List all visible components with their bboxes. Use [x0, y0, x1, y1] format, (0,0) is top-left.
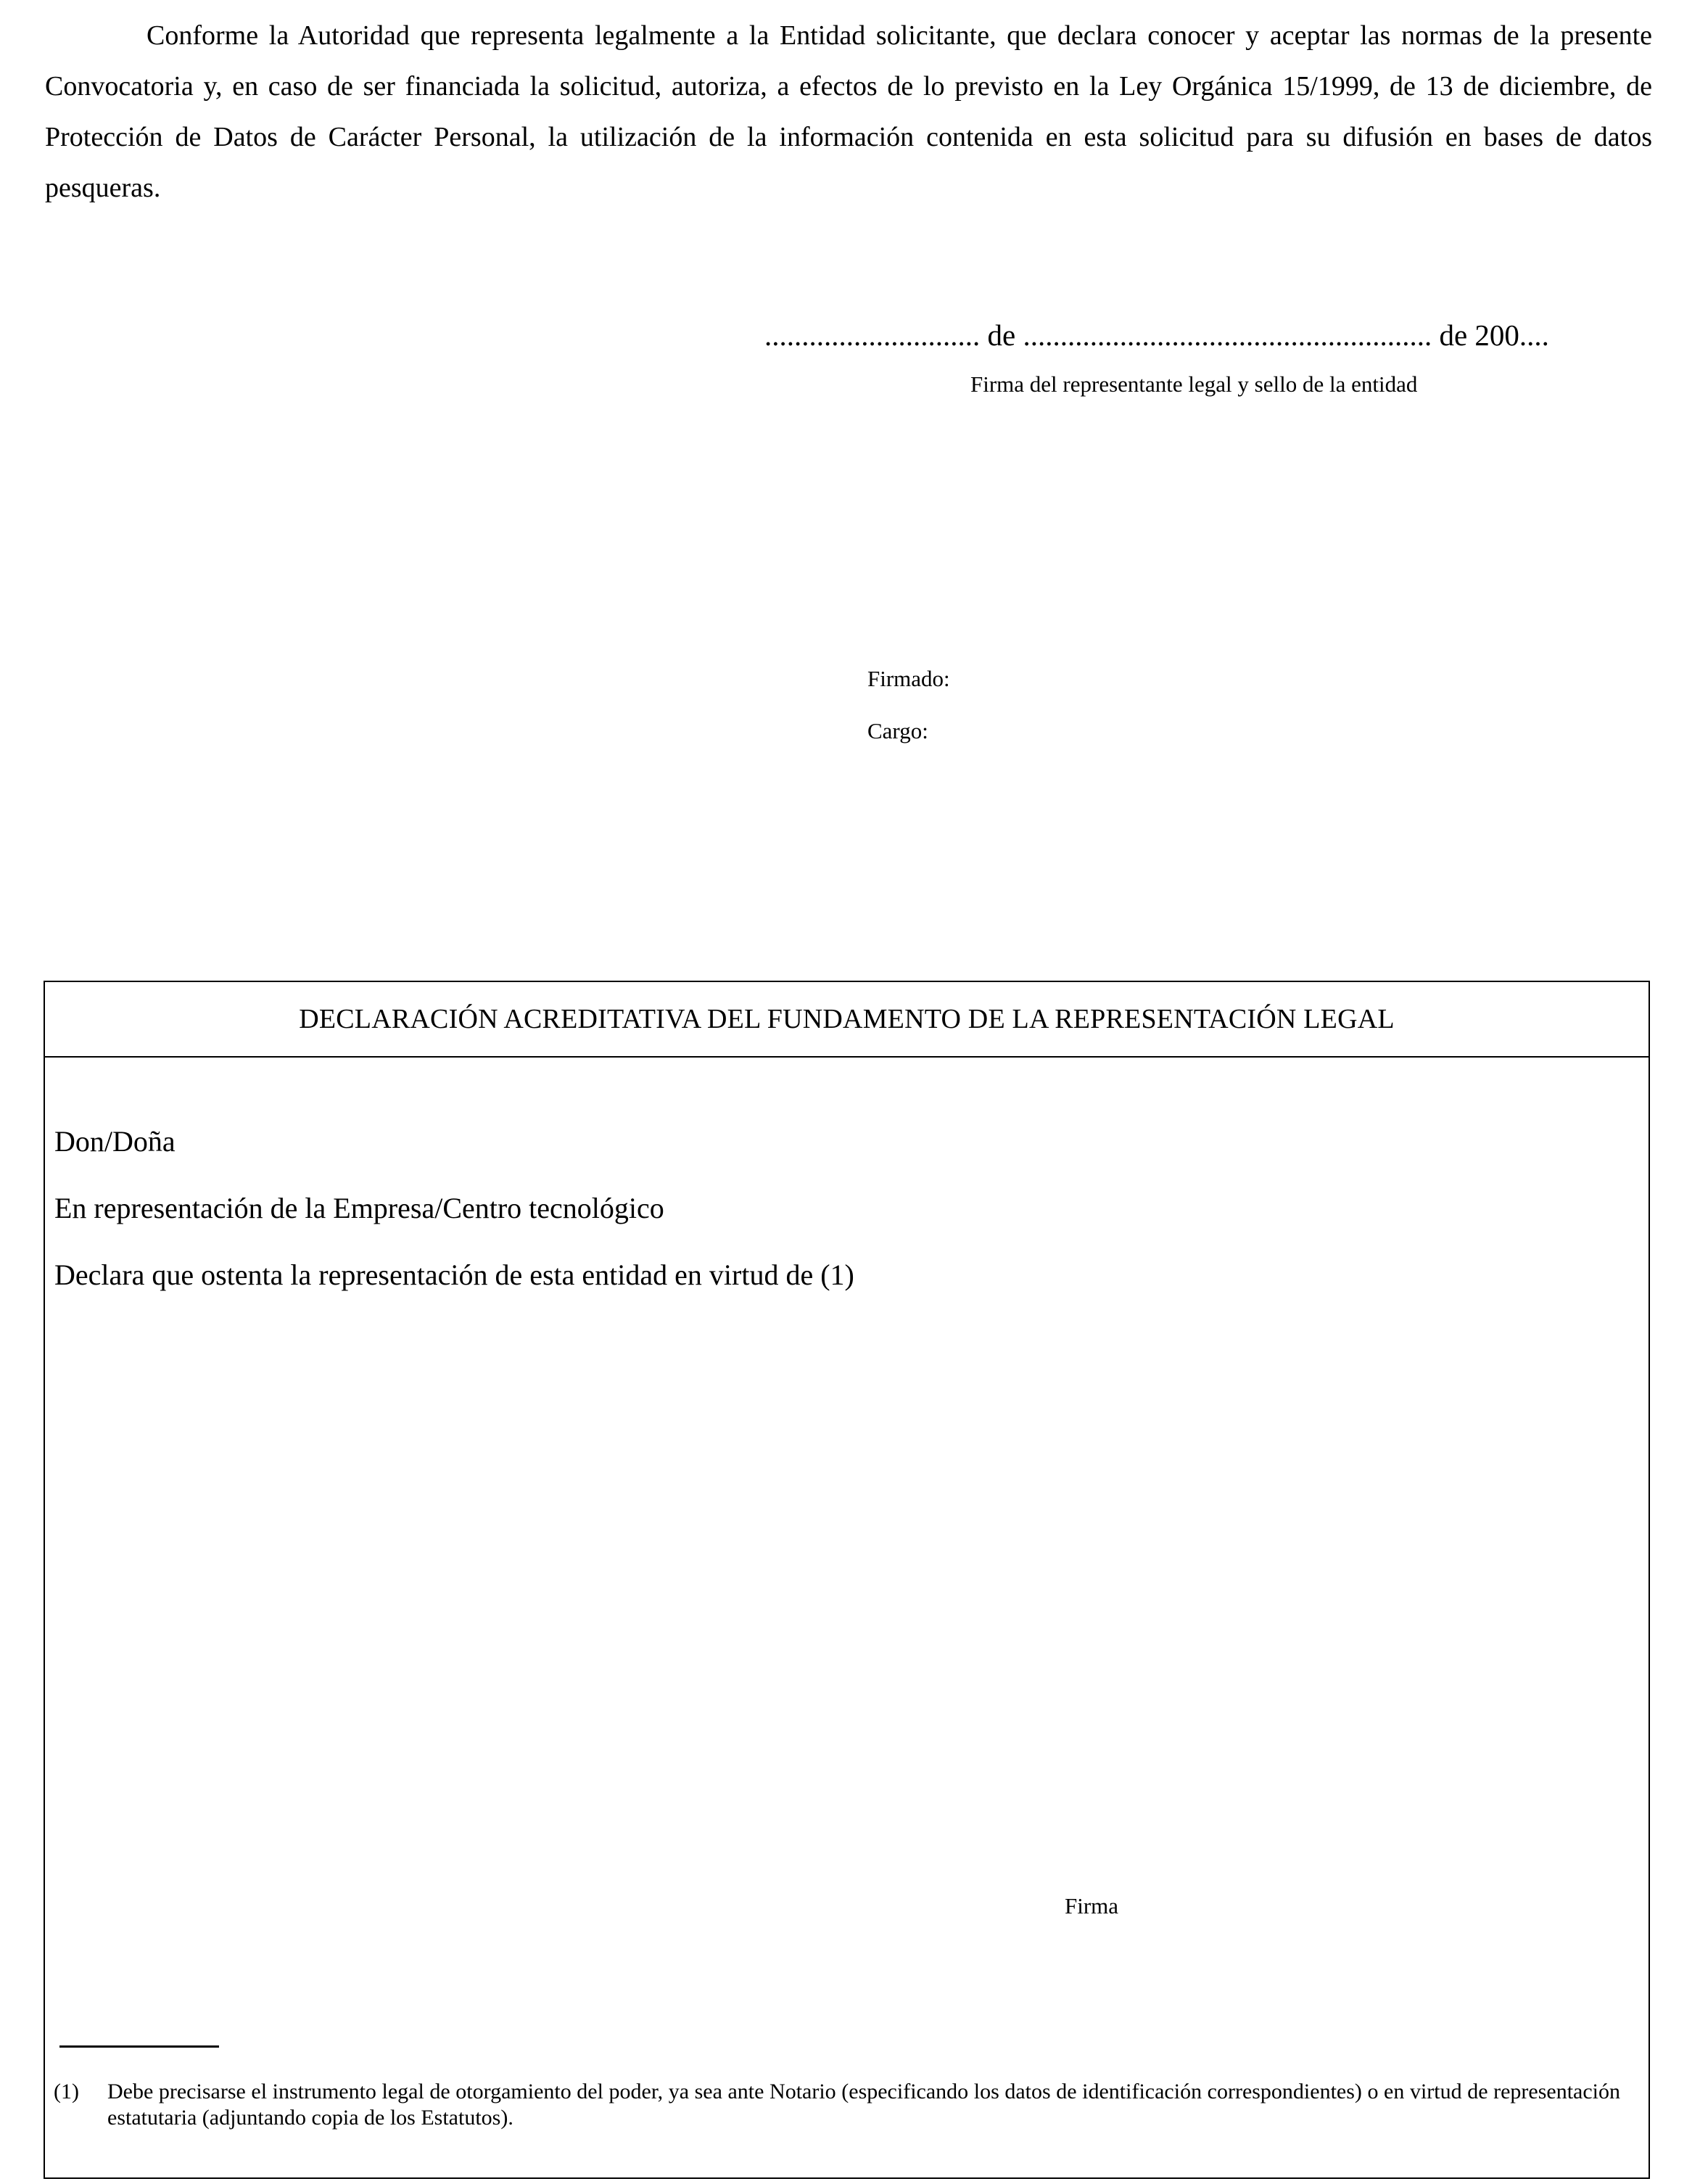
firmado-label: Firmado: — [867, 666, 950, 691]
declaration-box — [44, 981, 1650, 2179]
representation-label: En representación de la Empresa/Centro tecnológico — [54, 1192, 664, 1224]
footnote-number: (1) — [54, 2080, 79, 2103]
footnote — [54, 2079, 1620, 2131]
declaration-title: DECLARACIÓN ACREDITATIVA DEL FUNDAMENTO DE LA REPRESENTACIÓN LEGAL — [45, 982, 1649, 1058]
date-line: ............................. de ....................................................... de 200.... — [764, 318, 1549, 352]
signature-caption: Firma del representante legal y sello de la entidad — [970, 371, 1418, 397]
declares-label: Declara que ostenta la representación de esta entidad en virtud de (1) — [54, 1258, 854, 1291]
footnote-text: Debe precisarse el instrumento legal de otorgamiento del poder, ya sea ante Notario (especificando los datos de identificación correspondientes) o en virtud de representación estatutaria (adjuntando copia de los Estatutos). — [107, 2080, 1620, 2130]
firma-label: Firma — [1065, 1893, 1119, 1919]
don-dona-label: Don/Doña — [54, 1125, 176, 1158]
cargo-label: Cargo: — [867, 718, 928, 743]
authorization-paragraph: Conforme la Autoridad que representa legalmente a la Entidad solicitante, que declara conocer y aceptar las normas de la presente Convocatoria y, en caso de ser financiada la solicitud, autoriza, a efectos de lo previsto en la Ley Orgánica 15/1999, de 13 de diciembre, de Protección de Datos de Carácter Personal, la utilización de la información contenida en esta solicitud para su difusión en bases de datos pesqueras. — [45, 20, 1652, 203]
footnote-divider — [59, 2045, 219, 2048]
